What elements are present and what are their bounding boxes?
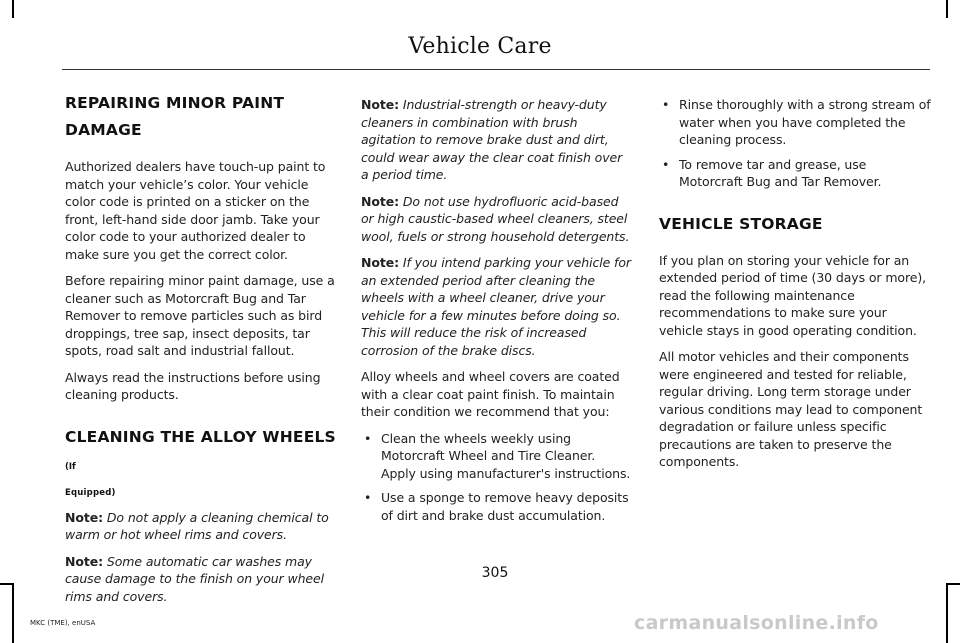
note-text: Some automatic car washes may cause damage to the finish on your wheel rims and covers. xyxy=(65,553,324,604)
bullet-list-rinse xyxy=(659,96,931,191)
note-industrial-cleaners xyxy=(361,96,633,184)
note-text: Do not use hydrofluoric acid-based or high caustic-based wheel cleaners, steel wool, fuels or strong household detergents. xyxy=(361,193,630,244)
note-parking-after-cleaning xyxy=(361,254,633,359)
crop-mark-bottom-left-v xyxy=(12,583,14,643)
column-3 xyxy=(659,96,931,480)
heading-vehicle-storage: VEHICLE STORAGE xyxy=(659,214,823,233)
heading-line-2: DAMAGE xyxy=(65,121,142,139)
heading-equipped-qualifier-a: (If xyxy=(65,461,76,472)
crop-mark-top-right-v xyxy=(946,0,948,18)
paragraph-touch-up-paint: Authorized dealers have touch-up paint to match your vehicle’s color. Your vehicle color code is printed on a sticker on the front, left-hand side door jamb. Take your color code to your authorized dealer to make sure you get the correct color. xyxy=(65,159,326,262)
crop-mark-bottom-right-h xyxy=(946,583,960,585)
bullet-list-wheel-care xyxy=(361,430,633,525)
page-header-title: Vehicle Care xyxy=(408,34,552,59)
paragraph-read-instructions: Always read the instructions before using cleaning products. xyxy=(65,369,321,402)
note-warm-rims xyxy=(65,509,337,544)
column-1 xyxy=(65,90,337,614)
watermark-logo: carmanualsonline.info xyxy=(634,612,879,634)
list-item: • Clean the wheels weekly using Motorcraft Wheel and Tire Cleaner. Apply using manufacturer's instructions. xyxy=(361,430,633,483)
paragraph-storing-vehicle: If you plan on storing your vehicle for an extended period of time (30 days or more), read the following maintenance recommendations to make sure your vehicle stays in good operating condition. xyxy=(659,252,926,338)
list-item: • Rinse thoroughly with a strong stream of water when you have completed the cleaning process. xyxy=(659,96,931,149)
paragraph-before-repairing: Before repairing minor paint damage, use a cleaner such as Motorcraft Bug and Tar Remover to remove particles such as bird droppings, tree sap, insect deposits, tar spots, road salt and industrial fallout. xyxy=(65,273,335,358)
note-text: Do not apply a cleaning chemical to warm or hot wheel rims and covers. xyxy=(65,509,329,542)
note-text: Industrial-strength or heavy-duty cleaners in combination with brush agitation to remove brake dust and dirt, could wear away the clear coat finish over a period time. xyxy=(361,97,623,182)
heading-equipped-qualifier-b: Equipped) xyxy=(65,487,116,498)
list-item: • To remove tar and grease, use Motorcraft Bug and Tar Remover. xyxy=(659,156,931,191)
crop-mark-top-left-v xyxy=(12,0,14,18)
page-number: 305 xyxy=(481,565,509,581)
list-item: • Use a sponge to remove heavy deposits of dirt and brake dust accumulation. xyxy=(361,489,633,524)
crop-mark-bottom-right-v xyxy=(946,583,948,643)
heading-repairing-minor-paint-damage xyxy=(65,90,337,144)
header-rule xyxy=(62,69,930,70)
note-label: Note: xyxy=(361,255,400,270)
note-hydrofluoric-acid xyxy=(361,193,633,246)
note-label: Note: xyxy=(361,193,400,209)
note-label: Note: xyxy=(65,509,104,525)
paragraph-motor-vehicles-components: All motor vehicles and their components were engineered and tested for reliable, regular driving. Long term storage under various conditions may lead to component degradation or failure unless specific precautions are taken to preserve the components. xyxy=(659,349,923,469)
heading-line-1: REPAIRING MINOR PAINT xyxy=(65,94,285,112)
heading-text: CLEANING THE ALLOY WHEELS xyxy=(65,427,336,446)
heading-cleaning-alloy-wheels xyxy=(65,424,337,499)
note-text: If you intend parking your vehicle for an extended period after cleaning the wheels with a wheel cleaner, drive your vehicle for a few minutes before doing so. This will reduce the risk of increased corrosion of the brake discs. xyxy=(361,255,631,358)
paragraph-alloy-wheels-coated: Alloy wheels and wheel covers are coated with a clear coat paint finish. To maintain their condition we recommend that you: xyxy=(361,369,620,419)
column-2 xyxy=(361,96,633,533)
footer-model-code: MKC (TME), enUSA xyxy=(30,619,96,627)
crop-mark-bottom-left-h xyxy=(0,583,14,585)
note-label: Note: xyxy=(361,97,400,112)
note-label: Note: xyxy=(65,553,104,569)
